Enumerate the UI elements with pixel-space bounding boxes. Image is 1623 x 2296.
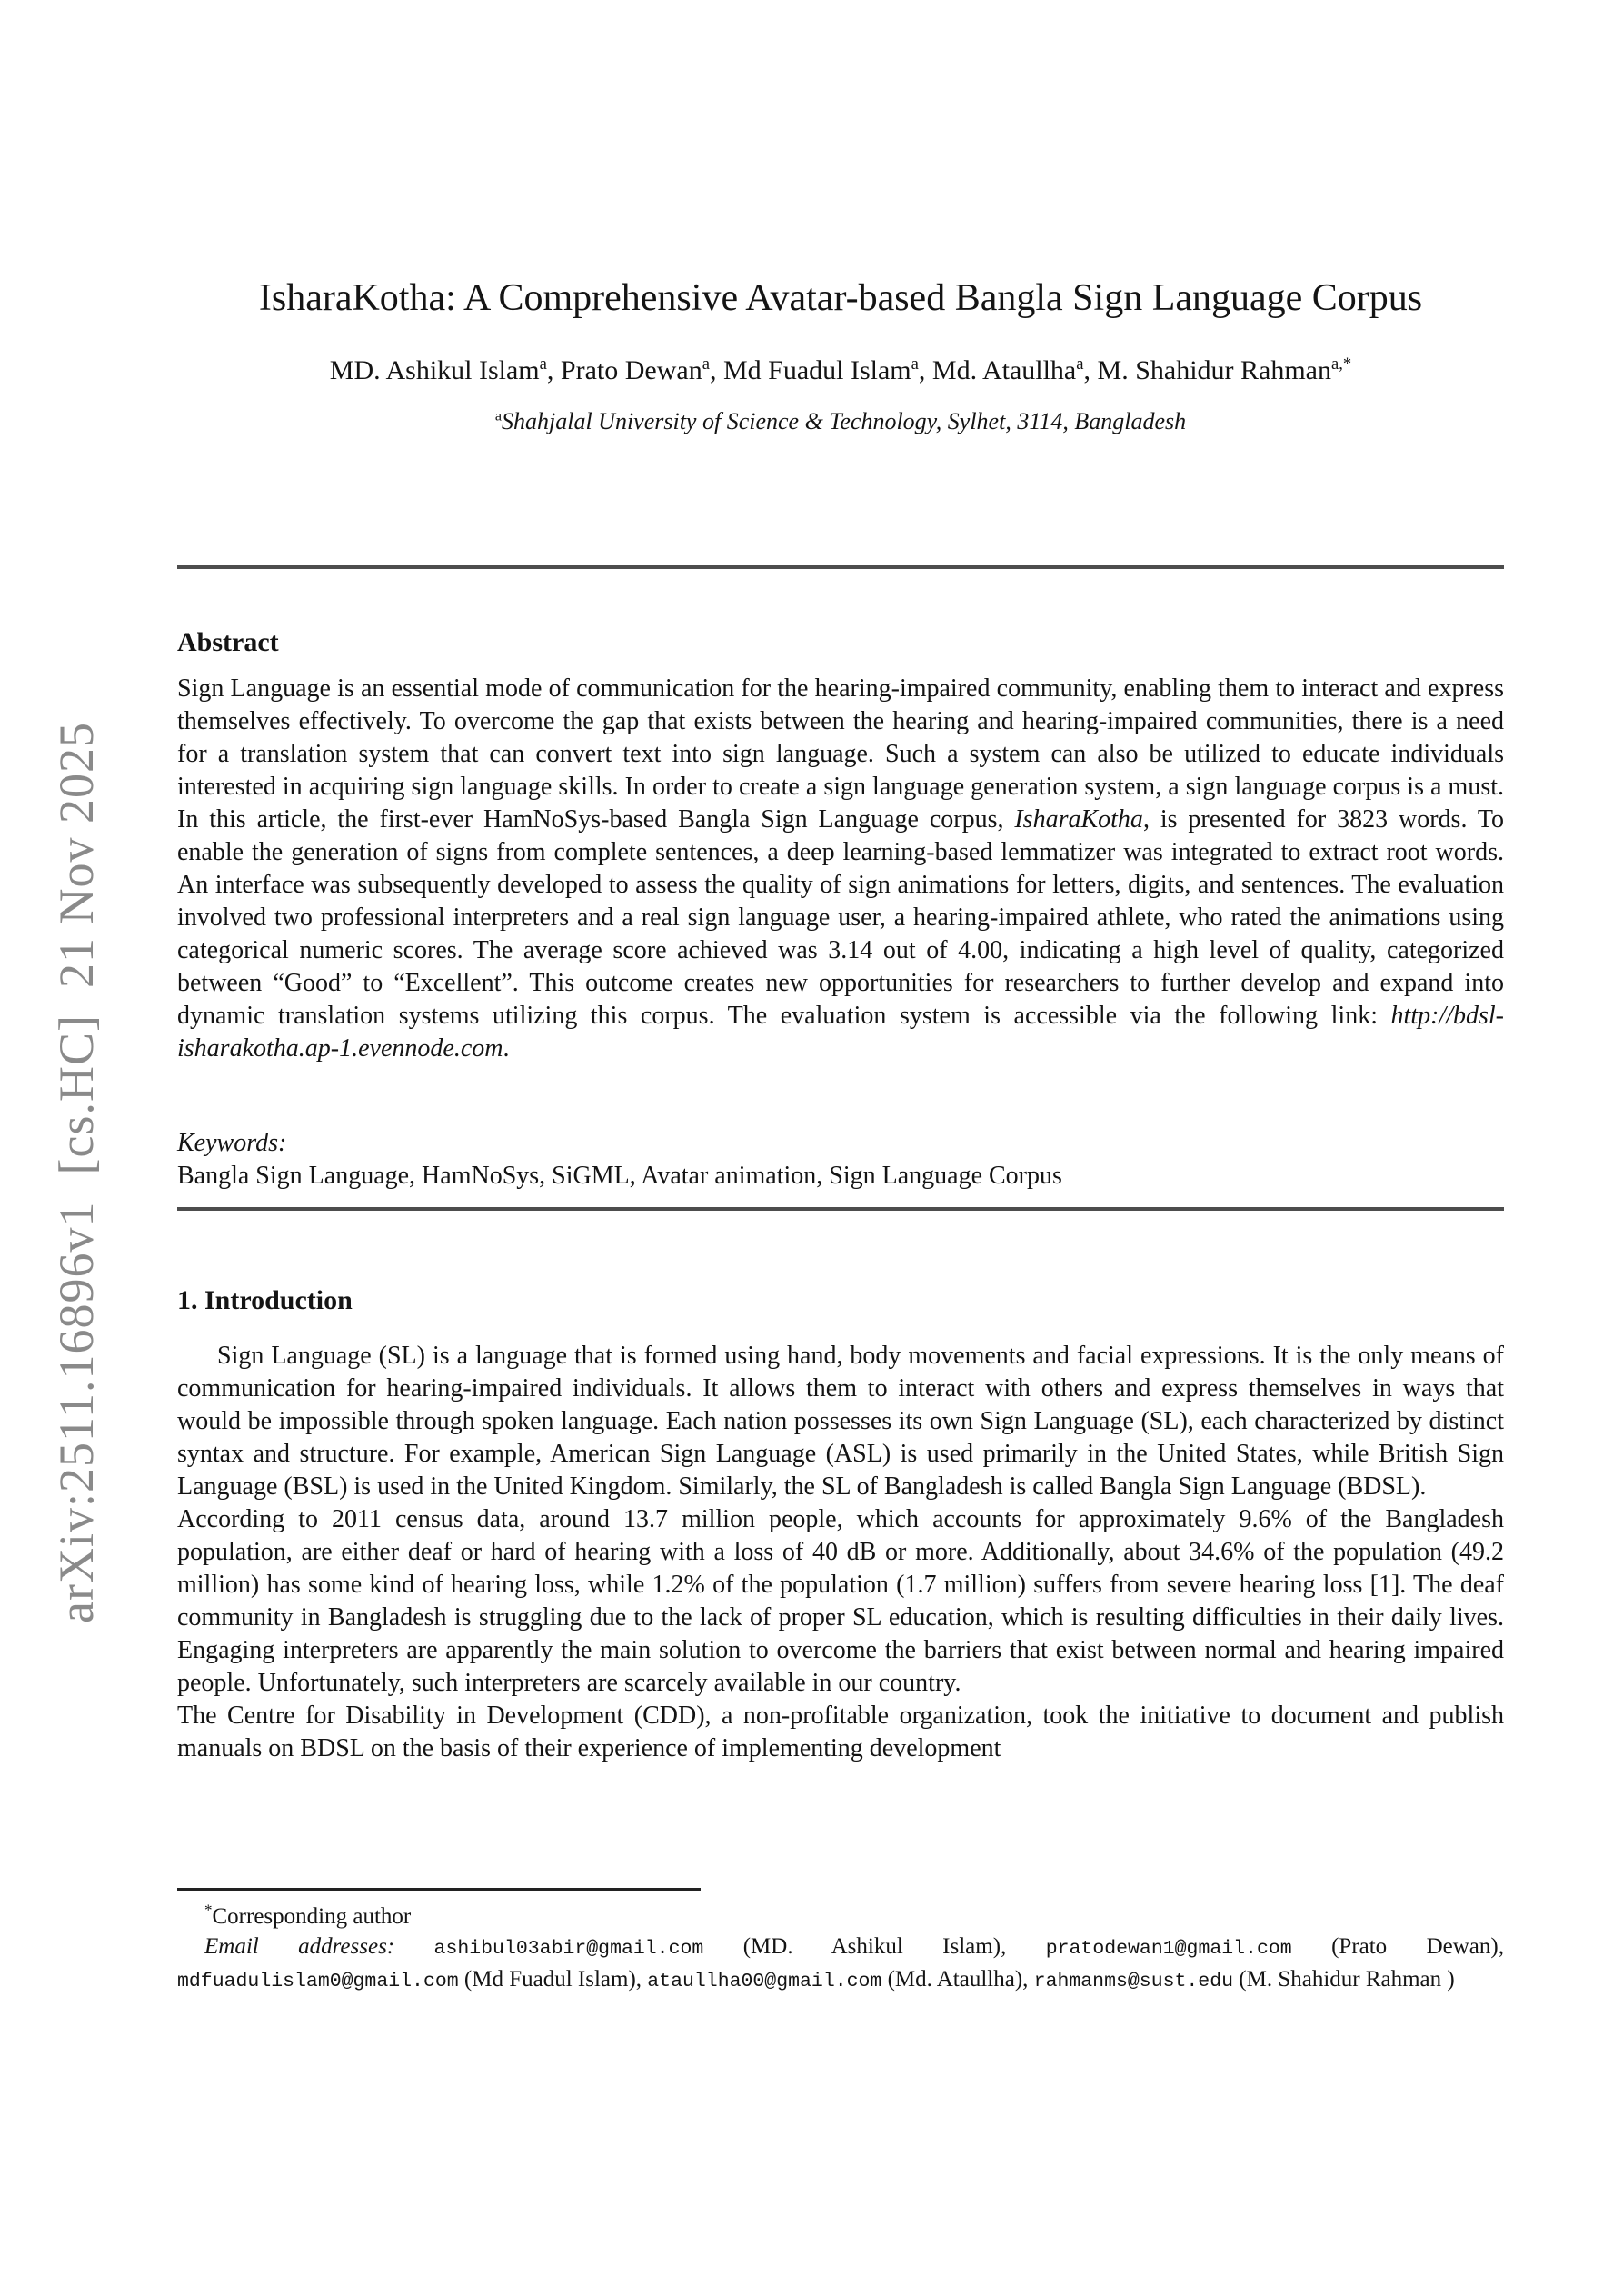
author-affiliation-mark: a: [1076, 354, 1084, 374]
email-fuadul-islam[interactable]: mdfuadulislam0@gmail.com: [177, 1971, 459, 1992]
footnote-marker: *: [204, 1901, 213, 1919]
text-segment: (Md Fuadul Islam),: [458, 1967, 648, 1992]
email-ataullha[interactable]: ataullha00@gmail.com: [647, 1971, 882, 1992]
author-name: MD. Ashikul Islam$^a$: [329, 354, 547, 385]
arxiv-watermark: arXiv:2511.16896v1 [cs.HC] 21 Nov 2025: [49, 722, 104, 1623]
text-segment: Sign Language (SL) is a language that is formed using hand, body movements and facial expressions. It is the only means of communication for hearing-impaired individuals. It allows them to interact with others and express themselves in ways that would be impossible through spoken language. Each nation possesses its own Sign Language (SL), each characterized by distinct syntax and structure. For example, American Sign Language (ASL) is used primarily in the United States, while British Sign Language (BSL) is used in the United Kingdom. Similarly, the SL of Bangladesh is called Bangla Sign Language (BDSL).: [177, 1342, 1504, 1501]
text-segment: (Md. Ataullha),: [881, 1967, 1034, 1992]
text-segment: , is presented for 3823 words. To enable the generation of signs from complete sentences, a deep learning-based lemmatizer was integrated to extract root words. An interface was subsequently developed to assess the quality of sign animations for letters, digits, and sentences. The evaluation involved two professional interpreters and a real sign language user, a hearing-impaired athlete, who rated the animations using categorical numeric scores. The average score achieved was 3.14 out of 4.00, indicating a high level of quality, categorized between “Good” to “Excellent”. This outcome creates new opportunities for researchers to further develop and expand into dynamic translation systems utilizing this corpus. The evaluation system is accessible via the following link:: [177, 805, 1504, 1030]
citation-1[interactable]: [1]: [1369, 1571, 1400, 1599]
footnote-section: [177, 1888, 1504, 1997]
author-name: Md Fuadul Islam$^a$: [722, 354, 919, 385]
abstract-heading: Abstract: [177, 627, 279, 657]
text-segment: Email addresses:: [204, 1934, 434, 1959]
evaluation-system-link[interactable]: http://bdsl-isharakotha.ap-1.evennode.com: [177, 1002, 1504, 1063]
author-name: Md. Ataullha$^a$: [931, 354, 1084, 385]
text-segment: According to 2011 census data, around 13.7 million people, which accounts for approximately 9.6% of the Bangladesh population, are either deaf or hard of hearing with a loss of 40 dB or more. Additionally, about 34.6% of the population (49.2 million) has some kind of hearing loss, while 1.2% of the population (1.7 million) suffers from severe hearing loss: [177, 1505, 1504, 1599]
email-addresses: [177, 1932, 1504, 1997]
keywords-list: Bangla Sign Language, HamNoSys, SiGML, Avatar animation, Sign Language Corpus: [177, 1162, 1062, 1190]
footnote-rule: [177, 1888, 701, 1891]
introduction-section: [177, 1285, 1504, 1765]
keywords-section: [177, 1127, 1504, 1193]
mid-rule: [177, 1207, 1504, 1211]
author-name: M. Shahidur Rahman$^{a,*}$: [1097, 354, 1352, 385]
author-affiliation-mark: a: [539, 354, 547, 374]
affiliation-mark: a: [494, 407, 502, 424]
author-name: Prato Dewan$^a$: [560, 354, 710, 385]
text-segment: The Centre for Disability in Development (CDD), a non-profitable organization, took the initiative to document and publish manuals on BDSL on the basis of their experience of implementing development: [177, 1702, 1504, 1762]
author-affiliation-mark: a: [702, 354, 710, 374]
paragraph: [177, 1340, 1504, 1503]
paper-title: IsharaKotha: A Comprehensive Avatar-based Bangla Sign Language Corpus: [258, 277, 1423, 319]
introduction-body: [177, 1340, 1504, 1765]
keywords-label: Keywords:: [177, 1129, 287, 1157]
author-affiliation-mark: a: [911, 354, 919, 374]
text-segment: (M. Shahidur Rahman ): [1233, 1967, 1455, 1992]
text-segment: (Prato Dewan),: [1291, 1934, 1504, 1959]
corresponding-author-text: Corresponding author: [212, 1904, 412, 1929]
section-heading-introduction: 1. Introduction: [177, 1285, 353, 1315]
abstract-text: [177, 673, 1504, 1065]
paper-header: [177, 275, 1504, 435]
corresponding-author-note: [177, 1902, 1504, 1932]
abstract-section: [177, 627, 1504, 1065]
paragraph: [177, 1700, 1504, 1765]
email-prato-dewan[interactable]: pratodewan1@gmail.com: [1045, 1938, 1292, 1960]
paragraph: [177, 1503, 1504, 1700]
email-ashikul-islam[interactable]: ashibul03abir@gmail.com: [433, 1938, 704, 1960]
affiliation-text: Shahjalal University of Science & Technology, Sylhet, 3114, Bangladesh: [502, 407, 1187, 434]
corpus-name: IsharaKotha: [1014, 805, 1143, 834]
author-list: MD. Ashikul Islam$^a$, Prato Dewan$^a$, Md Fuadul Islam$^a$, Md. Ataullha$^a$, M. Shahidur Rahman$^{a,*}$: [329, 354, 1352, 385]
top-rule: [177, 565, 1504, 569]
text-segment: .: [503, 1034, 510, 1063]
author-affiliation-mark: a,*: [1331, 354, 1352, 374]
text-segment: Sign Language is an essential mode of communication for the hearing-impaired community, enabling them to interact and express themselves effectively. To overcome the gap that exists between the hearing and hearing-impaired communities, there is a need for a translation system that can convert text into sign language. Such a system can also be utilized to educate individuals interested in acquiring sign language skills. In order to create a sign language generation system, a sign language corpus is a must. In this article, the first-ever HamNoSys-based Bangla Sign Language corpus,: [177, 674, 1504, 834]
email-shahidur-rahman[interactable]: rahmanms@sust.edu: [1033, 1971, 1234, 1992]
affiliation: [177, 408, 1504, 435]
text-segment: (MD. Ashikul Islam),: [703, 1934, 1046, 1959]
text-segment: . The deaf community in Bangladesh is struggling due to the lack of proper SL education, which is resulting difficulties in their daily lives. Engaging interpreters are apparently the main solution to overcome the barriers that exist between normal and hearing impaired people. Unfortunately, such interpreters are scarcely available in our country.: [177, 1571, 1504, 1697]
